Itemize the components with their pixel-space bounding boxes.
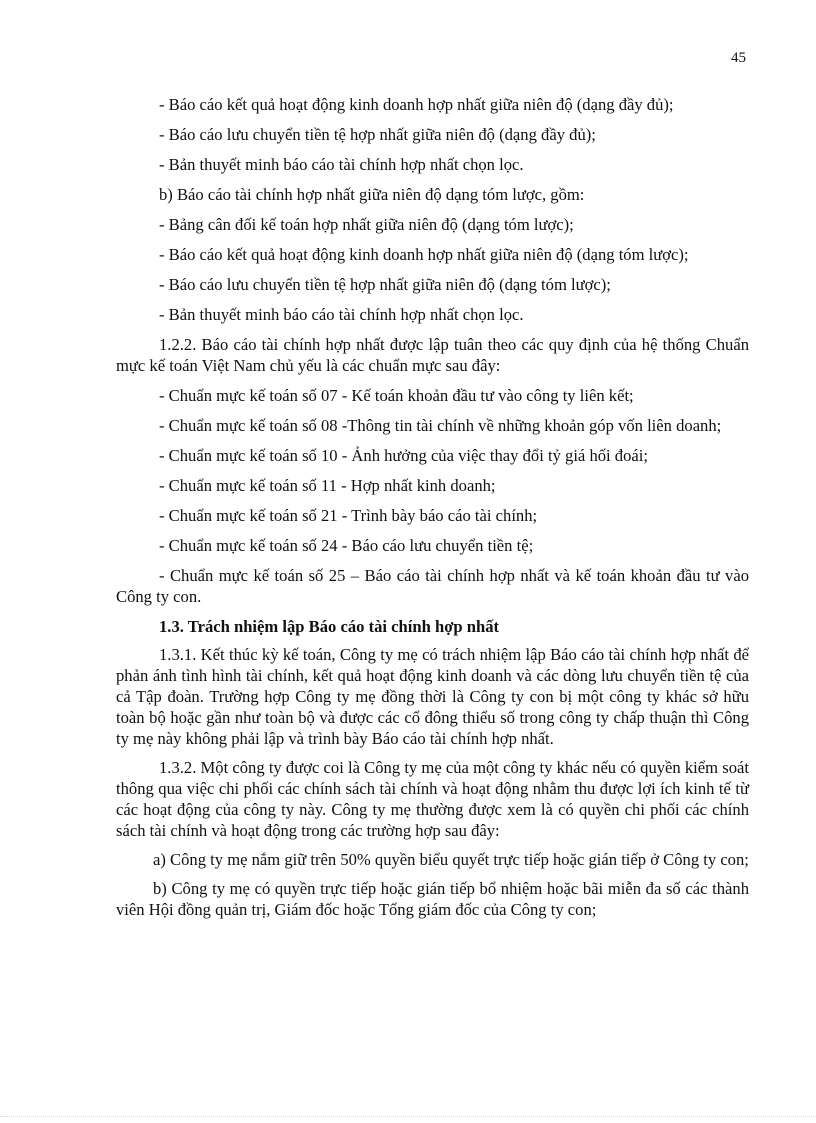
- list-item: - Chuẩn mực kế toán số 08 -Thông tin tài chính về những khoản góp vốn liên doanh;: [159, 416, 722, 435]
- list-item: - Chuẩn mực kế toán số 24 - Báo cáo lưu chuyển tiền tệ;: [159, 536, 534, 555]
- paragraph-1-3-1: 1.3.1. Kết thúc kỳ kế toán, Công ty mẹ có trách nhiệm lập Báo cáo tài chính hợp nhất để phản ánh tình hình tài chính, kết quả hoạt động kinh doanh và các dòng lưu chuyển tiền tệ của cả Tập đoàn. Trường hợp Công ty mẹ đồng thời là Công ty con bị một công ty khác sở hữu toàn bộ hoặc gần như toàn bộ và được các cổ đông thiểu số trong công ty chấp thuận thì Công ty mẹ này không phải lập và trình bày Báo cáo tài chính hợp nhất.: [116, 645, 749, 748]
- list-item: - Báo cáo kết quả hoạt động kinh doanh hợp nhất giữa niên độ (dạng tóm lược);: [159, 245, 689, 264]
- list-item: - Chuẩn mực kế toán số 11 - Hợp nhất kinh doanh;: [159, 476, 496, 495]
- list-item: - Chuẩn mực kế toán số 10 - Ảnh hưởng của việc thay đổi tỷ giá hối đoái;: [159, 446, 648, 465]
- list-item: - Chuẩn mực kế toán số 25 – Báo cáo tài chính hợp nhất và kế toán khoản đầu tư vào Công ty con.: [116, 566, 749, 606]
- list-item: - Báo cáo kết quả hoạt động kinh doanh hợp nhất giữa niên độ (dạng đầy đủ);: [159, 95, 674, 114]
- page-content: [116, 94, 749, 928]
- paragraph-1-2-2: 1.2.2. Báo cáo tài chính hợp nhất được lập tuân theo các quy định của hệ thống Chuẩn mực kế toán Việt Nam chủ yếu là các chuẩn mực sau đây:: [116, 335, 749, 375]
- list-item: - Báo cáo lưu chuyển tiền tệ hợp nhất giữa niên độ (dạng đầy đủ);: [159, 125, 596, 144]
- list-item: - Bảng cân đối kế toán hợp nhất giữa niên độ (dạng tóm lược);: [159, 215, 574, 234]
- list-item: - Bản thuyết minh báo cáo tài chính hợp nhất chọn lọc.: [159, 305, 524, 324]
- list-item: - Chuẩn mực kế toán số 21 - Trình bày báo cáo tài chính;: [159, 506, 538, 525]
- list-item: - Bản thuyết minh báo cáo tài chính hợp nhất chọn lọc.: [159, 155, 524, 174]
- page-number: 45: [731, 50, 746, 66]
- list-item: - Báo cáo lưu chuyển tiền tệ hợp nhất giữa niên độ (dạng tóm lược);: [159, 275, 611, 294]
- list-item: - Chuẩn mực kế toán số 07 - Kế toán khoản đầu tư vào công ty liên kết;: [159, 386, 634, 405]
- page-bottom-divider: [0, 1116, 816, 1117]
- list-intro: b) Báo cáo tài chính hợp nhất giữa niên độ dạng tóm lược, gồm:: [159, 185, 585, 204]
- paragraph-1-3-2: 1.3.2. Một công ty được coi là Công ty mẹ của một công ty khác nếu có quyền kiểm soát thông qua việc chi phối các chính sách tài chính và hoạt động nhằm thu được lợi ích kinh tế từ các hoạt động của công ty này. Công ty mẹ thường được xem là có quyền chi phối các chính sách tài chính và hoạt động trong các trường hợp sau đây:: [116, 758, 749, 840]
- section-heading: 1.3. Trách nhiệm lập Báo cáo tài chính hợp nhất: [159, 617, 500, 636]
- condition-a: a) Công ty mẹ nắm giữ trên 50% quyền biểu quyết trực tiếp hoặc gián tiếp ở Công ty con;: [153, 850, 749, 869]
- condition-b: b) Công ty mẹ có quyền trực tiếp hoặc gián tiếp bổ nhiệm hoặc bãi miễn đa số các thành viên Hội đồng quản trị, Giám đốc hoặc Tổng giám đốc của Công ty con;: [116, 879, 749, 919]
